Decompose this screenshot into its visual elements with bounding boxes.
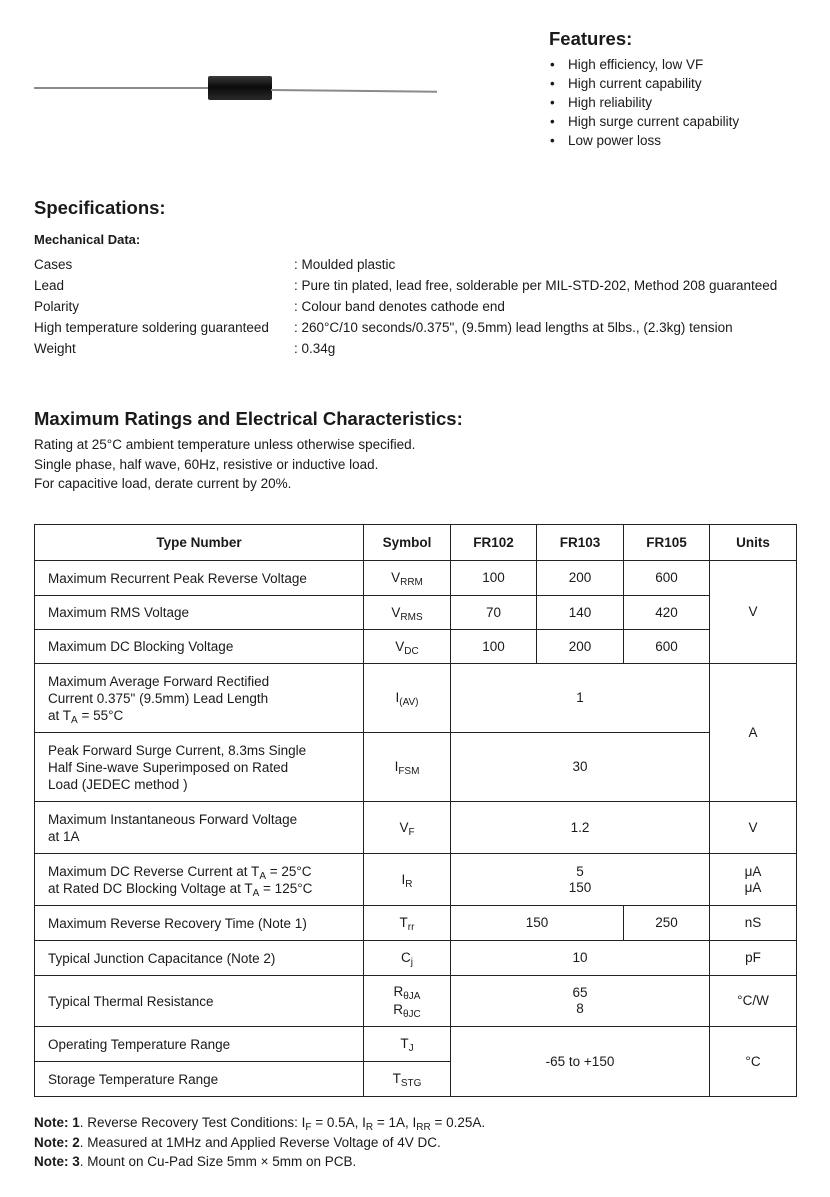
value-cell: -65 to +150 <box>451 1027 710 1097</box>
value-cell: 30 <box>451 733 710 802</box>
param-cell: Maximum Recurrent Peak Reverse Voltage <box>35 561 364 596</box>
table-row <box>35 906 797 941</box>
value-cell: 200 <box>537 630 624 664</box>
symbol-cell: $V_{DC}$ <box>364 630 451 664</box>
list-item: • High current capability <box>549 74 739 93</box>
value-cell: 600 <box>624 630 710 664</box>
mech-value: : Colour band denotes cathode end <box>294 299 505 314</box>
header-symbol: Symbol <box>364 525 451 561</box>
param-cell: Operating Temperature Range <box>35 1027 364 1062</box>
symbol-cell: $T_{STG}$ <box>364 1062 451 1097</box>
table-row <box>35 596 797 630</box>
unit-cell: μA μA <box>710 854 797 906</box>
value-cell: 420 <box>624 596 710 630</box>
symbol-cell: $R_{\theta JA}$ $R_{\theta JC}$ <box>364 976 451 1027</box>
mech-key: Lead <box>34 278 65 293</box>
header-units: Units <box>710 525 797 561</box>
mech-row-soldering <box>34 317 814 338</box>
header-fr103: FR103 <box>537 525 624 561</box>
symbol-cell: $V_{RRM}$ <box>364 561 451 596</box>
symbol-cell: $I_{FSM}$ <box>364 733 451 802</box>
value-cell: 65 8 <box>451 976 710 1027</box>
param-cell: Peak Forward Surge Current, 8.3ms Single Half Sine-wave Superimposed on Rated Load (JEDEC method ) <box>35 733 364 802</box>
mechanical-data-title: Mechanical Data: <box>34 232 141 247</box>
unit-cell: pF <box>710 941 797 976</box>
mech-row-lead <box>34 275 814 296</box>
unit-cell: V <box>710 802 797 854</box>
table-row <box>35 664 797 733</box>
diode-lead-right <box>271 89 437 93</box>
mech-key: Polarity <box>34 299 80 314</box>
mech-value: : Pure tin plated, lead free, solderable per MIL-STD-202, Method 208 guaranteed <box>294 278 778 293</box>
table-row <box>35 976 797 1027</box>
table-row <box>35 733 797 802</box>
diode-lead-left <box>34 87 209 89</box>
note-2: Note: 2. Measured at 1MHz and Applied Reverse Voltage of 4V DC. <box>34 1134 441 1150</box>
symbol-cell: $I_R$ <box>364 854 451 906</box>
table-row <box>35 802 797 854</box>
value-cell: 1.2 <box>451 802 710 854</box>
mech-row-weight <box>34 338 814 359</box>
unit-cell: °C/W <box>710 976 797 1027</box>
unit-cell: nS <box>710 906 797 941</box>
param-cell: Maximum Average Forward Rectified Current 0.375" (9.5mm) Lead Length at $T_A = 55^\circ C$ <box>35 664 364 733</box>
value-cell: 100 <box>451 561 537 596</box>
symbol-cell: $T_J$ <box>364 1027 451 1062</box>
symbol-cell: $V_F$ <box>364 802 451 854</box>
header-type-number: Type Number <box>35 525 364 561</box>
table-row <box>35 630 797 664</box>
symbol-cell: $V_{RMS}$ <box>364 596 451 630</box>
symbol-cell: $T_{rr}$ <box>364 906 451 941</box>
ratings-line: Single phase, half wave, 60Hz, resistive or inductive load. <box>34 456 379 472</box>
mech-key: High temperature soldering guaranteed <box>34 320 269 335</box>
diode-body <box>208 76 272 100</box>
mech-row-polarity <box>34 296 814 317</box>
value-cell: 100 <box>451 630 537 664</box>
param-cell: Storage Temperature Range <box>35 1062 364 1097</box>
notes <box>34 1113 485 1172</box>
value-cell: 600 <box>624 561 710 596</box>
features-title: Features: <box>549 28 633 49</box>
features-list <box>549 55 739 150</box>
mech-value: : Moulded plastic <box>294 257 396 272</box>
param-cell: Maximum DC Reverse Current at $T_A = 25^\circ C$ at Rated DC Blocking Voltage at $T_A = 125^\circ C$ <box>35 854 364 906</box>
ratings-conditions <box>34 435 415 494</box>
param-cell: Maximum RMS Voltage <box>35 596 364 630</box>
unit-cell: °C <box>710 1027 797 1097</box>
list-item: • Low power loss <box>549 131 739 150</box>
unit-cell: A <box>710 664 797 802</box>
param-cell: Maximum DC Blocking Voltage <box>35 630 364 664</box>
param-cell: Typical Junction Capacitance (Note 2) <box>35 941 364 976</box>
table-row <box>35 941 797 976</box>
mech-value: : 0.34g <box>294 341 336 356</box>
table-row <box>35 561 797 596</box>
value-cell: 1 <box>451 664 710 733</box>
ratings-title: Maximum Ratings and Electrical Characteristics: <box>34 408 463 429</box>
value-cell: 150 <box>451 906 624 941</box>
value-cell: 10 <box>451 941 710 976</box>
header-fr102: FR102 <box>451 525 537 561</box>
value-cell: 140 <box>537 596 624 630</box>
symbol-cell: $I_{(AV)}$ <box>364 664 451 733</box>
ratings-table <box>34 524 797 1097</box>
list-item: • High reliability <box>549 93 739 112</box>
table-header-row <box>35 525 797 561</box>
diode-image <box>34 60 438 120</box>
mech-row-cases <box>34 254 814 275</box>
mech-key: Weight <box>34 341 76 356</box>
mech-key: Cases <box>34 257 73 272</box>
table-row <box>35 854 797 906</box>
note-3: Note: 3. Mount on Cu-Pad Size 5mm × 5mm on PCB. <box>34 1154 357 1169</box>
value-cell: 250 <box>624 906 710 941</box>
ratings-line: Rating at 25°C ambient temperature unless otherwise specified. <box>34 437 416 452</box>
value-cell: 200 <box>537 561 624 596</box>
list-item: • High surge current capability <box>549 112 739 131</box>
list-item: • High efficiency, low VF <box>549 55 739 74</box>
unit-cell: V <box>710 561 797 664</box>
value-cell: 70 <box>451 596 537 630</box>
specifications-title: Specifications: <box>34 197 166 218</box>
value-cell: 5 150 <box>451 854 710 906</box>
mech-value: : 260°C/10 seconds/0.375", (9.5mm) lead lengths at 5lbs., (2.3kg) tension <box>294 320 733 335</box>
param-cell: Typical Thermal Resistance <box>35 976 364 1027</box>
note-1: Note: 1. Reverse Recovery Test Conditions: $I_F = 0.5A$, $I_R = 1A$, $I_{RR} = 0.25A$. <box>34 1115 486 1133</box>
param-cell: Maximum Reverse Recovery Time (Note 1) <box>35 906 364 941</box>
ratings-line: For capacitive load, derate current by 20%. <box>34 476 292 491</box>
symbol-cell: $C_j$ <box>364 941 451 976</box>
header-fr105: FR105 <box>624 525 710 561</box>
param-cell: Maximum Instantaneous Forward Voltage at 1A <box>35 802 364 854</box>
table-row <box>35 1027 797 1062</box>
